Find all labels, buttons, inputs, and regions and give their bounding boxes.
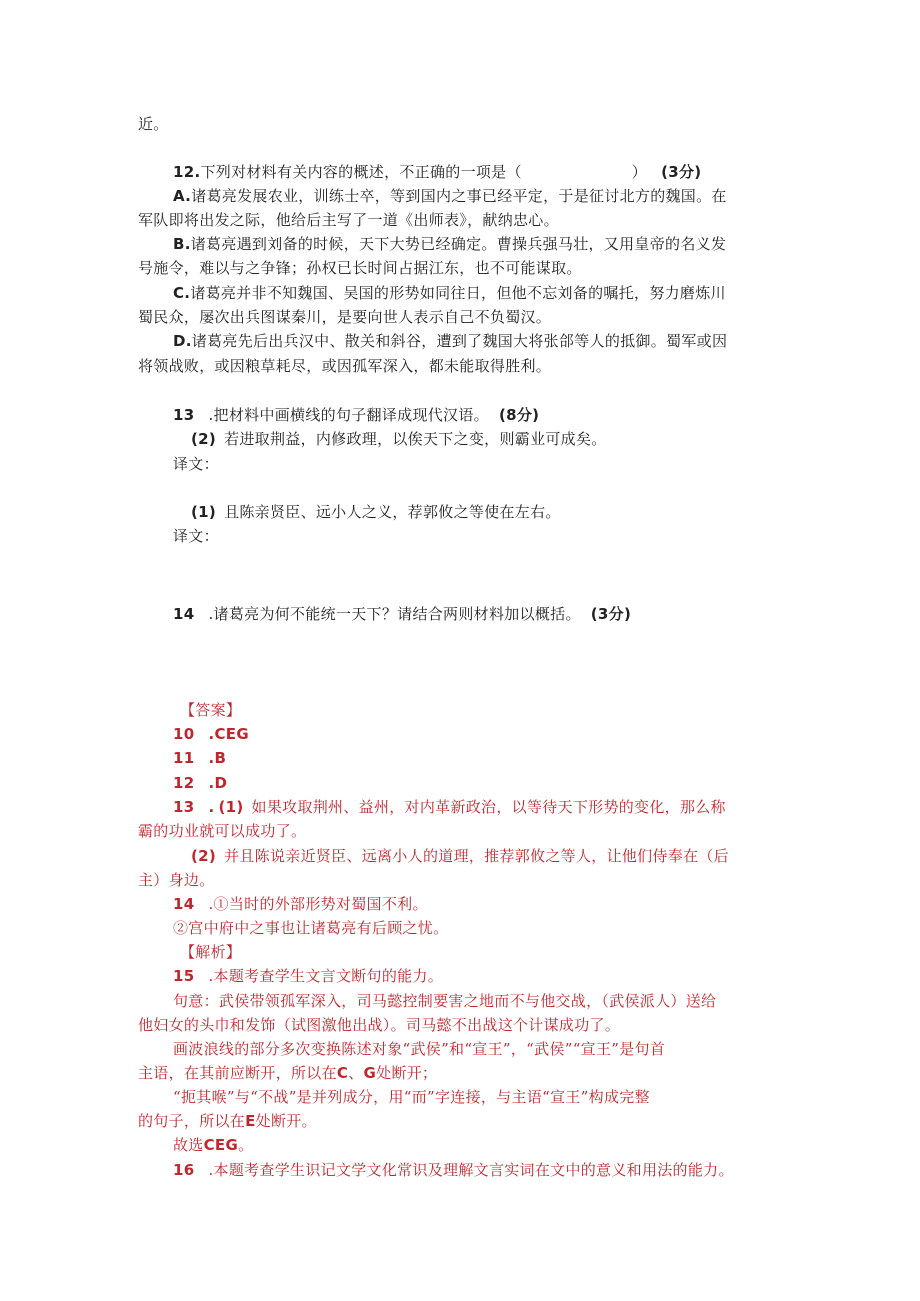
analysis-p2-g: G: [363, 1064, 377, 1082]
answer-14-2: ②宫中府中之事也让诸葛亮有后顾之忧。: [173, 919, 449, 937]
q13-sentence-1-text: 且陈亲贤臣、远小人之义，荐郭攸之等使在左右。: [224, 503, 561, 521]
answer-10: [173, 724, 249, 744]
q12-option-b: [173, 234, 726, 254]
analysis-p3-cont: [138, 1111, 317, 1131]
q14-score: (3分): [590, 605, 632, 623]
q12-option-b-label: B.: [173, 235, 191, 253]
answer-11: [173, 748, 226, 768]
answer-14-1-text: .①当时的外部形势对蜀国不利。: [208, 895, 428, 913]
analysis-p3: “扼其喉”与“不战”是并列成分，用“而”字连接，与主语“宣王”构成完整: [173, 1088, 650, 1106]
q13-score: (8分): [498, 406, 540, 424]
analysis-16-text: .本题考查学生识记文学文化常识及理解文言实词在文中的意义和用法的能力。: [208, 1161, 734, 1179]
q12-option-a-text: 诸葛亮发展农业，训练士卒，等到国内之事已经平定，于是征讨北方的魏国。在: [191, 187, 727, 205]
analysis-p3-pre: 的句子，所以在: [138, 1112, 246, 1130]
answer-13-2-cont: 主）身边。: [138, 871, 215, 889]
analysis-15-text: .本题考查学生文言文断句的能力。: [208, 967, 444, 985]
answer-14-1: [173, 894, 428, 914]
analysis-p3-e: E: [245, 1112, 256, 1130]
q14-number: 14: [173, 605, 195, 623]
analysis-p4-answer: CEG: [203, 1136, 239, 1154]
q13-translation-label-2: 译文：: [173, 527, 219, 545]
q12-close: ）: [631, 163, 648, 181]
answer-10-text: .CEG: [208, 725, 249, 743]
analysis-15-number: 15: [173, 967, 195, 985]
q12-option-c-cont: 蜀民众，屡次出兵图谋秦川，是要向世人表示自己不负蜀汉。: [138, 308, 552, 326]
q13-sentence-1: [191, 502, 561, 522]
q12-option-d: [173, 331, 727, 351]
answer-11-number: 11: [173, 749, 195, 767]
q12-option-a-cont: 军队即将出发之际，他给后主写了一道《出师表》，献纳忠心。: [138, 211, 559, 229]
q13-sentence-2-text: 若进取荆益，内修政理，以俟天下之变，则霸业可成矣。: [224, 430, 607, 448]
answer-12-text: .D: [208, 774, 228, 792]
answer-13-1-label: (1): [218, 798, 244, 816]
analysis-p2-sep: 、: [348, 1064, 364, 1082]
q14-stem: [173, 604, 631, 624]
answer-10-number: 10: [173, 725, 195, 743]
q12-option-b-cont: 号施令，难以与之争锋；孙权已长时间占据江东，也不可能谋取。: [138, 259, 582, 277]
analysis-16: [173, 1160, 734, 1180]
q13-sentence-1-label: (1): [191, 503, 217, 521]
q14-text: .诸葛亮为何不能统一天下？请结合两则材料加以概括。: [208, 605, 581, 623]
q12-option-a-label: A.: [173, 187, 192, 205]
q12-option-c-text: 诸葛亮并非不知魏国、吴国的形势如同往日，但他不忘刘备的嘱托，努力磨炼川: [190, 284, 726, 302]
answer-13-1: [173, 797, 726, 817]
analysis-header: 【解析】: [180, 943, 242, 961]
q12-option-c: [173, 283, 726, 303]
answer-13-2: [191, 846, 729, 866]
q12-option-d-label: D.: [173, 332, 192, 350]
q12-text: 下列对材料有关内容的概述，不正确的一项是（: [200, 163, 522, 181]
answer-11-text: .B: [208, 749, 227, 767]
q12-option-a: [173, 186, 727, 206]
answer-13-dot: .: [208, 798, 215, 816]
answer-12-number: 12: [173, 774, 195, 792]
answer-13-2-text: 并且陈说亲近贤臣、远离小人的道理，推荐郭攸之等人，让他们侍奉在（后: [224, 847, 729, 865]
analysis-p2: 画波浪线的部分多次变换陈述对象“武侯”和“宣王”，“武侯”“宣王”是句首: [173, 1040, 666, 1058]
q12-option-d-text: 诸葛亮先后出兵汉中、散关和斜谷，遭到了魏国大将张郃等人的抵御。蜀军或因: [191, 332, 728, 350]
q12-option-b-text: 诸葛亮遇到刘备的时候，天下大势已经确定。曹操兵强马壮，又用皇帝的名义发: [190, 235, 727, 253]
q12-score: (3分): [661, 163, 702, 181]
q12-option-d-cont: 将领战败，或因粮草耗尽，或因孤军深入，都未能取得胜利。: [138, 357, 552, 375]
q13-sentence-2: [191, 429, 607, 449]
analysis-16-number: 16: [173, 1161, 195, 1179]
analysis-p1-cont: 他妇女的头巾和发饰（试图激他出战）。司马懿不出战这个计谋成功了。: [138, 1016, 621, 1034]
q13-stem: [173, 405, 539, 425]
analysis-15: [173, 966, 443, 986]
q13-sentence-2-label: (2): [191, 430, 217, 448]
q13-number: 13: [173, 406, 195, 424]
analysis-p4: [173, 1135, 253, 1155]
analysis-p2-post: 处断开；: [376, 1064, 438, 1082]
q12-stem: [173, 162, 701, 182]
answer-13-number: 13: [173, 798, 195, 816]
answer-header: 【答案】: [180, 701, 242, 719]
q13-text: .把材料中画横线的句子翻译成现代汉语。: [208, 406, 489, 424]
answer-13-1-cont: 霸的功业就可以成功了。: [138, 822, 307, 840]
analysis-p3-post: 处断开。: [255, 1112, 317, 1130]
q13-translation-label-1: 译文：: [173, 455, 219, 473]
q12-option-c-label: C.: [173, 284, 191, 302]
answer-12: [173, 773, 227, 793]
q12-number: 12.: [173, 163, 201, 181]
analysis-p1: 句意：武侯带领孤军深入，司马懿控制要害之地而不与他交战，（武侯派人）送给: [173, 992, 717, 1010]
answer-13-2-label: (2): [191, 847, 217, 865]
answer-13-1-text: 如果攻取荆州、益州，对内革新政治，以等待天下形势的变化，那么称: [251, 798, 726, 816]
analysis-p2-cont: [138, 1063, 437, 1083]
answer-14-number: 14: [173, 895, 195, 913]
analysis-p4-post: 。: [238, 1136, 254, 1154]
analysis-p4-pre: 故选: [173, 1136, 204, 1154]
analysis-p2-c: C: [336, 1064, 349, 1082]
analysis-p2-pre: 主语，在其前应断开，所以在: [138, 1064, 337, 1082]
prev-tail-text: 近。: [138, 115, 169, 133]
